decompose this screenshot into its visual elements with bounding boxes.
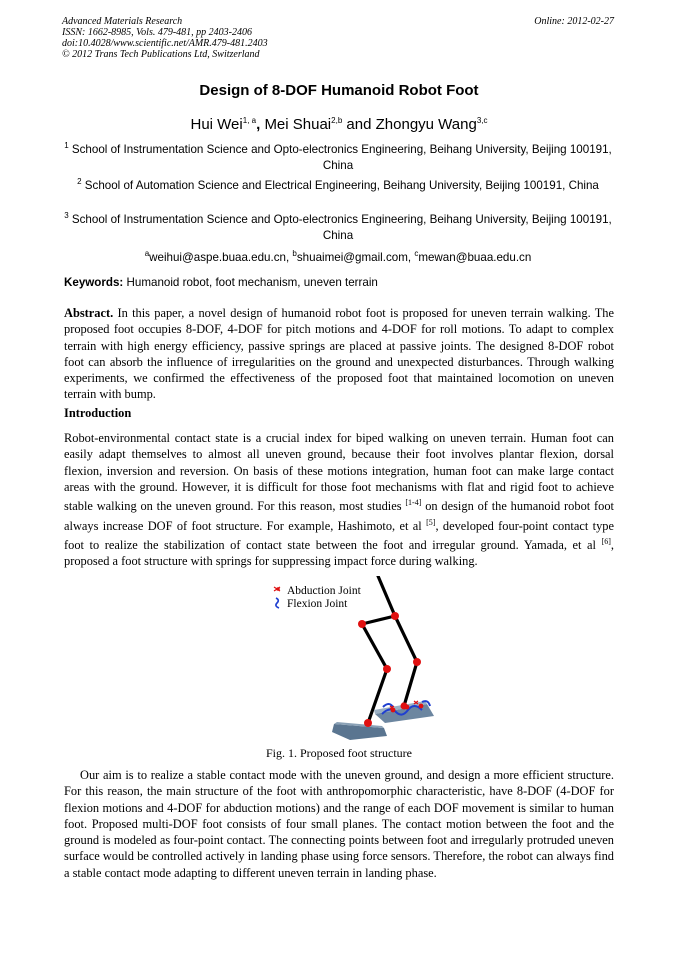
affiliation-number: 1 bbox=[64, 141, 69, 150]
email-list bbox=[62, 246, 614, 266]
author-list bbox=[0, 116, 678, 133]
affiliation bbox=[62, 208, 614, 244]
figure-robot-foot bbox=[262, 576, 442, 746]
introduction-paragraph bbox=[64, 430, 614, 570]
author-name: Hui Wei bbox=[190, 116, 243, 133]
email-address[interactable]: weihui@aspe.buaa.edu.cn bbox=[149, 250, 286, 264]
affiliation-text: School of Automation Science and Electrical Engineering, Beihang University, Beijing 100191, China bbox=[84, 178, 599, 192]
affiliation-text: School of Instrumentation Science and Opto-electronics Engineering, Beihang University, Beijing 100191, China bbox=[71, 212, 612, 242]
affiliation bbox=[62, 138, 614, 174]
email-address[interactable]: mewan@buaa.edu.cn bbox=[418, 250, 532, 264]
robot-foot-diagram bbox=[262, 576, 442, 746]
author-separator: , bbox=[256, 116, 265, 133]
email-sup: a bbox=[144, 249, 150, 258]
legend-abduction-label: Abduction Joint bbox=[287, 585, 361, 597]
doi-line: doi:10.4028/www.scientific.net/AMR.479-481.2403 bbox=[62, 38, 268, 49]
keywords bbox=[64, 276, 378, 289]
abstract bbox=[64, 305, 614, 403]
author-sup: 2,b bbox=[331, 116, 343, 125]
paragraph-text: on design of the humanoid robot foot always increase DOF of foot structure. For example, Hashimoto, et al bbox=[64, 499, 614, 533]
keywords-text: Humanoid robot, foot mechanism, uneven terrain bbox=[126, 276, 378, 289]
running-header bbox=[62, 16, 268, 60]
email-sup: c bbox=[414, 249, 419, 258]
author-name: Zhongyu Wang bbox=[375, 116, 477, 133]
paragraph-text: Robot-environmental contact state is a crucial index for biped walking on uneven terrain. Human foot can easily adapt themselves to almost all uneven ground, because their foot involves plantar flexion, dorsal flexion, inversion and reversion. On basis of these motions integration, human foot can make large contact areas with the ground. However, it is difficult for those foot mechanisms with flat and rigid foot to achieve stable walking on the uneven ground. For this reason, most studies bbox=[64, 431, 614, 514]
affiliation-text: School of Instrumentation Science and Opto-electronics Engineering, Beihang University, Beijing 100191, China bbox=[71, 142, 612, 172]
email-address[interactable]: shuaimei@gmail.com bbox=[296, 250, 408, 264]
author-sup: 1, a bbox=[242, 116, 257, 125]
legend-flexion-label: Flexion Joint bbox=[287, 598, 348, 610]
online-date: Online: 2012-02-27 bbox=[534, 16, 614, 27]
paragraph-text: , proposed a foot structure with springs for suppressing impact force during walking. bbox=[64, 538, 614, 569]
citation[interactable]: [6] bbox=[601, 537, 611, 547]
paragraph-text: , developed four-point contact type foot to realize the stabilization of contact state between the foot and irregular ground. Yamada, et al bbox=[64, 518, 614, 553]
affiliation bbox=[62, 174, 614, 194]
paper-title: Design of 8-DOF Humanoid Robot Foot bbox=[199, 82, 479, 99]
legend-flexion-icon bbox=[276, 598, 279, 608]
abstract-label: Abstract. bbox=[64, 306, 114, 320]
issn-line: ISSN: 1662-8985, Vols. 479-481, pp 2403-2406 bbox=[62, 27, 252, 38]
author-separator: and bbox=[342, 116, 376, 133]
citation[interactable]: [5] bbox=[426, 517, 436, 527]
figure-caption: Fig. 1. Proposed foot structure bbox=[266, 746, 412, 760]
email-sup: b bbox=[292, 249, 297, 258]
keywords-label: Keywords: bbox=[64, 276, 124, 289]
citation[interactable]: [1-4] bbox=[405, 498, 422, 508]
email-separator: , bbox=[285, 250, 293, 264]
introduction-paragraph: Our aim is to realize a stable contact mode with the uneven ground, and design a more efficient structure. For this reason, the main structure of the foot with anthropomorphic characteristic, have 8-DOF (4-DOF for flexion motions and 4-DOF for abduction motions) and the range of each DOF movement is similar to human foot. Proposed multi-DOF foot consists of four small planes. The contact motion between the foot and the ground is modeled as four-point contact. The connecting points between foot and irregularly protruded uneven surface would be controlled actively in landing phase using force sensors. Therefore, the robot can always find a stable contact mode adapting to different uneven terrain in landing phase. bbox=[64, 768, 614, 880]
author-name: Mei Shuai bbox=[264, 116, 332, 133]
email-separator: , bbox=[407, 250, 415, 264]
legend-abduction-icon bbox=[274, 587, 280, 591]
journal-name: Advanced Materials Research bbox=[62, 16, 183, 27]
author-sup: 3,c bbox=[476, 116, 488, 125]
abstract-text: In this paper, a novel design of humanoid robot foot is proposed for uneven terrain walking. The proposed foot occupies 8-DOF, 4-DOF for pitch motions and 4-DOF for roll motions. To adapt to complex terrain with high energy efficiency, passive springs are placed at passive joints. The designed 8-DOF robot foot can absorb the influence of irregularities on the ground and unexpected disturbances. Through walking experiments, we confirmed the effectiveness of the proposed foot that maintained locomotion on uneven terrain with bump. bbox=[64, 306, 614, 402]
affiliation-number: 2 bbox=[77, 177, 82, 186]
leg-links bbox=[362, 576, 417, 723]
affiliation-number: 3 bbox=[64, 211, 69, 220]
section-heading-introduction: Introduction bbox=[64, 406, 132, 420]
copyright-line: © 2012 Trans Tech Publications Ltd, Switzerland bbox=[62, 49, 260, 60]
